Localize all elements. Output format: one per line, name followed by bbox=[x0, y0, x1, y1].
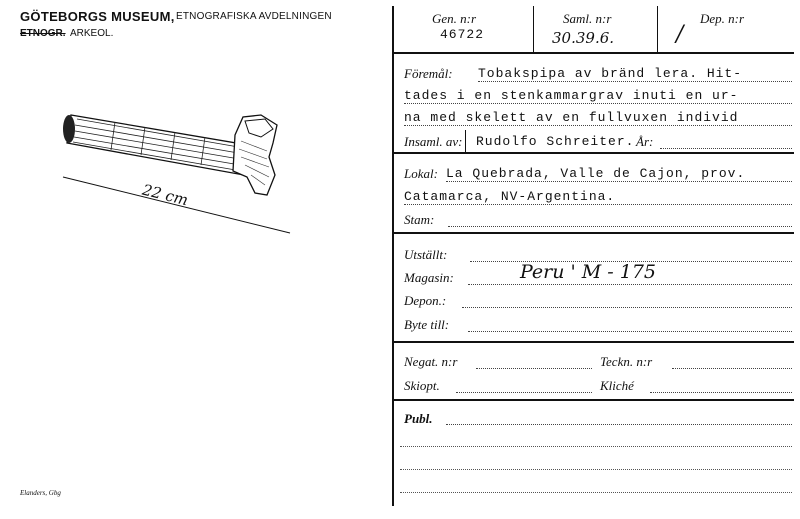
publ-ruling-4 bbox=[400, 492, 792, 493]
lokal-ruling-2 bbox=[404, 204, 792, 205]
rule-storage bbox=[394, 341, 794, 343]
utstallt-label: Utställt: bbox=[404, 247, 448, 262]
rule-top bbox=[394, 52, 794, 54]
card-left-border bbox=[392, 6, 394, 506]
insaml-value: Rudolfo Schreiter. bbox=[476, 134, 635, 149]
foremal-line-1: Tobakspipa av bränd lera. Hit- bbox=[478, 66, 743, 81]
cliche-ruling bbox=[650, 392, 792, 393]
publ-ruling-3 bbox=[400, 469, 792, 470]
teckn-label: Teckn. n:r bbox=[600, 354, 653, 369]
rule-insaml bbox=[394, 152, 794, 154]
etnogr-label: ETNOGR. bbox=[20, 28, 66, 39]
foremal-ruling-2 bbox=[404, 103, 792, 104]
divider-insaml bbox=[465, 130, 466, 152]
magasin-ruling bbox=[468, 284, 792, 285]
negat-label: Negat. n:r bbox=[404, 354, 458, 369]
dep-value: / bbox=[676, 22, 684, 47]
foremal-label: Föremål: bbox=[404, 66, 453, 81]
publ-ruling-2 bbox=[400, 446, 792, 447]
skiopt-label: Skiopt. bbox=[404, 378, 440, 393]
foremal-ruling-3 bbox=[404, 125, 792, 126]
ar-ruling bbox=[660, 148, 792, 149]
printer-mark: Elanders, Gbg bbox=[20, 489, 61, 497]
divider-gen-saml bbox=[533, 6, 534, 52]
gen-label: Gen. n:r bbox=[432, 11, 477, 26]
rule-negat bbox=[394, 399, 794, 401]
museum-name: GÖTEBORGS MUSEUM, bbox=[20, 9, 175, 24]
foremal-line-3: na med skelett av en fullvuxen individ bbox=[404, 110, 739, 125]
lokal-ruling-1 bbox=[446, 181, 792, 182]
foremal-line-2: tades i en stenkammargrav inuti en ur- bbox=[404, 88, 739, 103]
lokal-line-2: Catamarca, NV-Argentina. bbox=[404, 189, 616, 204]
gen-value: 46722 bbox=[440, 27, 485, 42]
lokal-label: Lokal: bbox=[404, 166, 438, 181]
stam-ruling bbox=[448, 226, 792, 227]
rule-stam bbox=[394, 232, 794, 234]
depon-ruling bbox=[462, 307, 792, 308]
byte-till-ruling bbox=[468, 331, 792, 332]
lokal-line-1: La Quebrada, Valle de Cajon, prov. bbox=[446, 166, 746, 181]
cliche-label: Kliché bbox=[600, 378, 634, 393]
depon-label: Depon.: bbox=[404, 293, 447, 308]
publ-ruling-1 bbox=[446, 424, 792, 425]
saml-value: 30.39.6. bbox=[552, 29, 615, 47]
ar-label: År: bbox=[636, 134, 654, 149]
magasin-label: Magasin: bbox=[404, 270, 454, 285]
insaml-label: Insaml. av: bbox=[404, 134, 463, 149]
publ-label: Publ. bbox=[404, 411, 433, 426]
arkeol-label: ARKEOL. bbox=[70, 28, 114, 39]
byte-till-label: Byte till: bbox=[404, 317, 450, 332]
magasin-value: Peru ' M - 175 bbox=[520, 261, 657, 283]
negat-ruling bbox=[476, 368, 592, 369]
teckn-ruling bbox=[672, 368, 792, 369]
skiopt-ruling bbox=[456, 392, 592, 393]
pipe-drawing bbox=[55, 95, 305, 240]
scale-note: 22 cm bbox=[140, 180, 190, 210]
dep-label: Dep. n:r bbox=[700, 11, 745, 26]
stam-label: Stam: bbox=[404, 212, 435, 227]
saml-label: Saml. n:r bbox=[563, 11, 612, 26]
foremal-ruling-1 bbox=[478, 81, 792, 82]
divider-saml-dep bbox=[657, 6, 658, 52]
department-name: ETNOGRAFISKA AVDELNINGEN bbox=[176, 11, 332, 22]
